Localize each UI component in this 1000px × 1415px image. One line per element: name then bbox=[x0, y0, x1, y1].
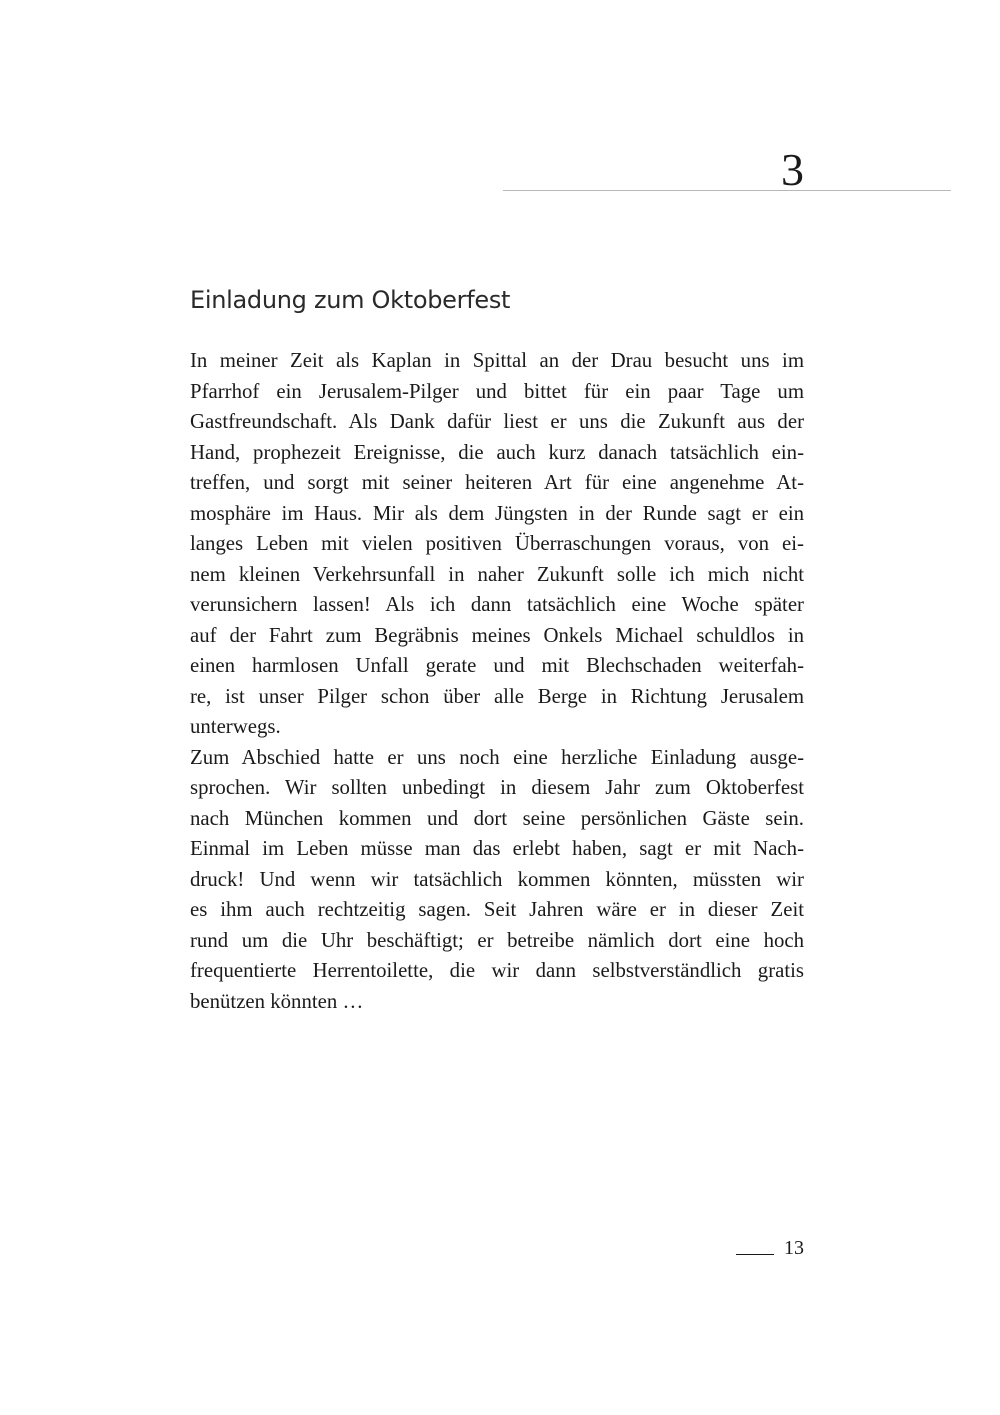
footer-rule bbox=[736, 1254, 774, 1255]
text-line: es ihm auch rechtzeitig sagen. Seit Jahren wäre er in dieser Zeit bbox=[190, 898, 804, 921]
page-footer bbox=[736, 1234, 804, 1262]
text-line: unterwegs. bbox=[190, 715, 281, 738]
text-line: druck! Und wenn wir tatsächlich kommen könnten, müssten wir bbox=[190, 867, 804, 891]
chapter-number: 3 bbox=[781, 144, 804, 195]
text-line: frequentierte Herrentoilette, die wir dann selbstverständlich gratis bbox=[190, 959, 804, 982]
paragraph-2 bbox=[190, 743, 804, 1018]
page-number: 13 bbox=[784, 1237, 804, 1259]
text-line: nach München kommen und dort seine persönlichen Gäste sein. bbox=[190, 806, 804, 830]
chapter-title: Einladung zum Oktoberfest bbox=[190, 286, 511, 314]
paragraph-1 bbox=[190, 346, 804, 743]
text-line: benützen könnten … bbox=[190, 989, 364, 1013]
text-line: treffen, und sorgt mit seiner heiteren Art für eine angenehme At- bbox=[190, 471, 804, 494]
text-line: Gastfreundschaft. Als Dank dafür liest er uns die Zukunft aus der bbox=[190, 410, 804, 433]
chapter-rule bbox=[503, 190, 951, 191]
text-line: einen harmlosen Unfall gerate und mit Blechschaden weiterfah- bbox=[190, 654, 804, 677]
text-line: Einmal im Leben müsse man das erlebt haben, sagt er mit Nach- bbox=[190, 837, 804, 860]
text-line: Zum Abschied hatte er uns noch eine herzliche Einladung ausge- bbox=[190, 745, 804, 769]
body-text bbox=[190, 346, 804, 1017]
text-line: verunsichern lassen! Als ich dann tatsächlich eine Woche später bbox=[190, 593, 804, 616]
text-line: In meiner Zeit als Kaplan in Spittal an der Drau besucht uns im bbox=[190, 349, 804, 372]
text-line: auf der Fahrt zum Begräbnis meines Onkels Michael schuldlos in bbox=[190, 623, 804, 647]
text-line: re, ist unser Pilger schon über alle Berge in Richtung Jerusalem bbox=[190, 684, 804, 708]
text-line: langes Leben mit vielen positiven Überraschungen voraus, von ei- bbox=[190, 532, 804, 555]
text-line: sprochen. Wir sollten unbedingt in diesem Jahr zum Oktoberfest bbox=[190, 776, 804, 799]
text-line: nem kleinen Verkehrsunfall in naher Zukunft solle ich mich nicht bbox=[190, 562, 804, 586]
text-line: Hand, prophezeit Ereignisse, die auch kurz danach tatsächlich ein- bbox=[190, 440, 804, 464]
text-line: mosphäre im Haus. Mir als dem Jüngsten in der Runde sagt er ein bbox=[190, 501, 804, 525]
text-line: Pfarrhof ein Jerusalem-Pilger und bittet für ein paar Tage um bbox=[190, 379, 804, 403]
text-line: rund um die Uhr beschäftigt; er betreibe nämlich dort eine hoch bbox=[190, 928, 804, 952]
